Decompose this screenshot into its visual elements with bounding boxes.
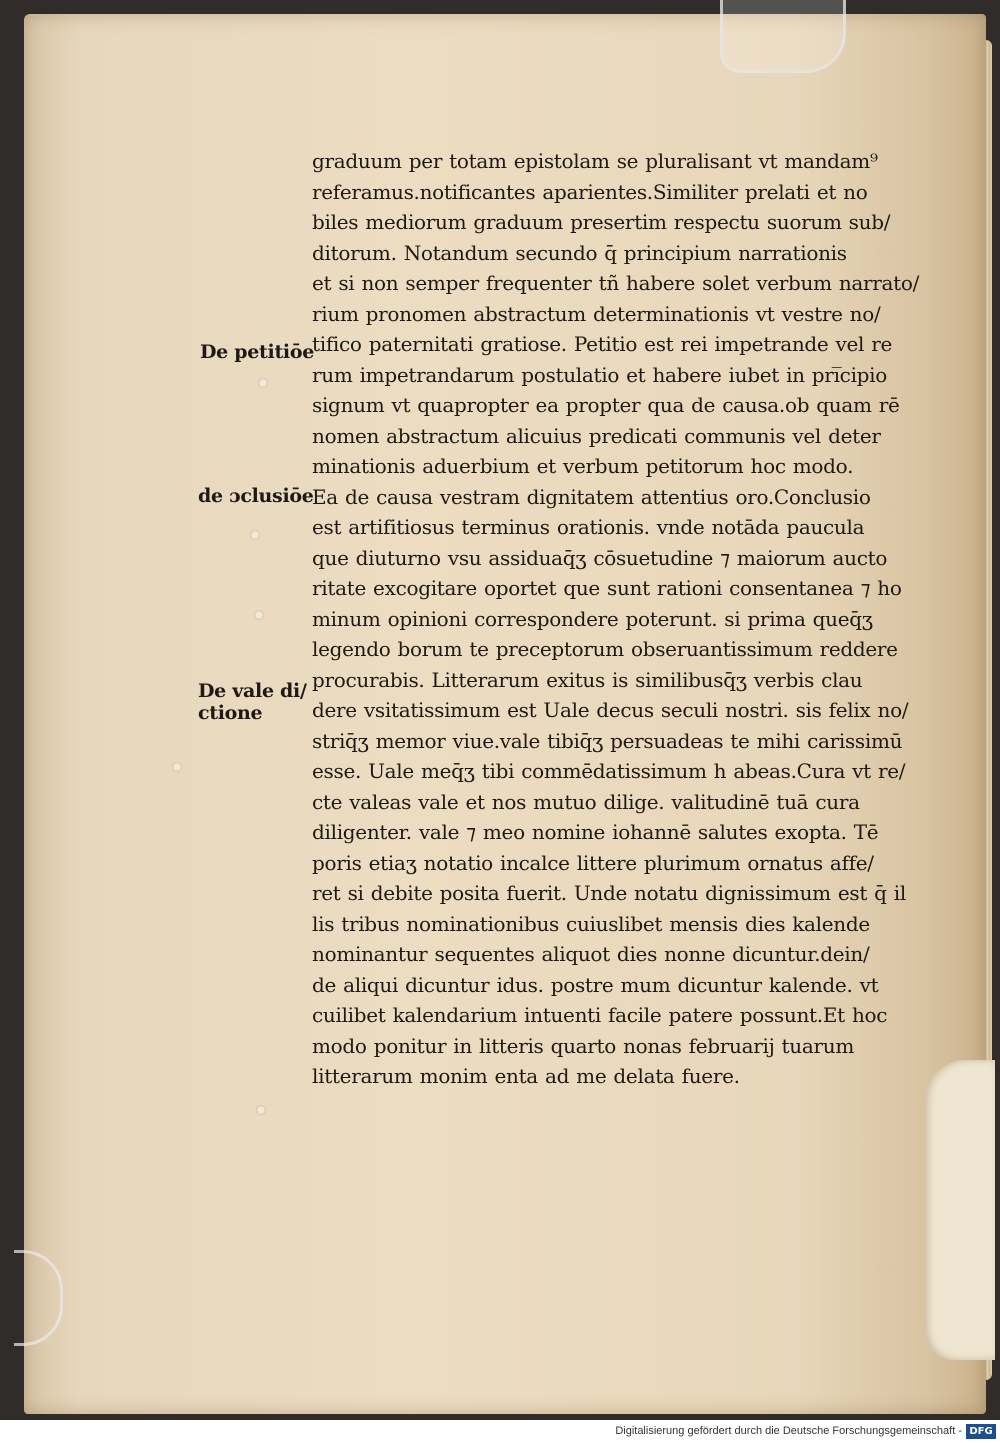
text-line: procurabis. Litterarum exitus is similibusq̄ʒ verbis clau xyxy=(312,667,863,692)
text-line: de aliqui dicuntur idus. postre mum dicuntur kalende. vt xyxy=(312,972,879,997)
text-line: Ea de causa vestram dignitatem attentius oro.Conclusio xyxy=(312,484,871,509)
text-line: cuilibet kalendarium intuenti facile patere possunt.Et hoc xyxy=(312,1003,888,1027)
wormhole xyxy=(258,378,268,388)
text-line: esse. Uale meq̄ʒ tibi commēdatissimum h abeas.Cura vt re/ xyxy=(312,759,906,783)
wormhole xyxy=(250,530,260,540)
digitization-credit: Digitalisierung gefördert durch die Deutsche Forschungsgemeinschaft - xyxy=(615,1425,962,1437)
text-line: ret si debite posita fuerit. Unde notatu dignissimum est q̄ il xyxy=(312,881,906,905)
text-line: diligenter. vale ⁊ meo nomine iohannē salutes exopta. Tē xyxy=(312,820,879,844)
text-line: signum vt quapropter ea propter qua de causa.ob quam rē xyxy=(312,393,900,417)
margin-note-conclusione: de ɔclusiōe xyxy=(198,485,314,507)
text-line: et si non semper frequenter tñ habere solet verbum narrato/ xyxy=(312,271,920,295)
wormhole xyxy=(254,610,264,620)
text-line: minum opinioni correspondere poterunt. si prima queq̄ʒ xyxy=(312,606,873,631)
text-line: tifico paternitati gratiose. Petitio est rei impetrande vel re xyxy=(312,332,892,356)
text-line: est artifitiosus terminus orationis. vnde notāda paucula xyxy=(312,515,865,539)
text-line: minationis aduerbium et verbum petitorum hoc modo. xyxy=(312,454,854,478)
text-line: cte valeas vale et nos mutuo dilige. valitudinē tuā cura xyxy=(312,789,860,814)
text-line: modo ponitur in litteris quarto nonas februarij tuarum xyxy=(312,1033,855,1058)
footer-bar xyxy=(0,1422,1000,1443)
text-line: litterarum monim enta ad me delata fuere. xyxy=(312,1064,740,1088)
text-line: referamus.notificantes aparientes.Similiter prelati et no xyxy=(312,179,868,204)
wormhole xyxy=(256,1105,266,1115)
page-edge-damage xyxy=(925,1060,995,1360)
main-text-block xyxy=(312,146,920,1092)
holding-clip-top xyxy=(720,0,846,73)
dfg-logo: DFG xyxy=(966,1424,996,1439)
text-line: rium pronomen abstractum determinationis vt vestre no/ xyxy=(312,301,881,326)
text-line: ditorum. Notandum secundo q̄ principium narrationis xyxy=(312,240,847,265)
text-line: nomen abstractum alicuius predicati communis vel deter xyxy=(312,423,881,448)
text-line: rum impetrandarum postulatio et habere iubet in pri̅cipio xyxy=(312,362,888,387)
text-line: biles mediorum graduum presertim respectu suorum sub/ xyxy=(312,210,891,234)
text-line: dere vsitatissimum est Uale decus seculi nostri. sis felix no/ xyxy=(312,698,909,722)
text-line: striq̄ʒ memor viue.vale tibiq̄ʒ persuadeas te mihi carissimū xyxy=(312,728,903,753)
margin-note-valedictione: De vale di/ ctione xyxy=(198,680,307,724)
text-line: legendo borum te preceptorum obseruantissimum reddere xyxy=(312,637,898,661)
text-line: que diuturno vsu assiduaq̄ʒ cōsuetudine ⁊ maiorum aucto xyxy=(312,545,888,570)
wormhole xyxy=(172,762,182,772)
text-line: graduum per totam epistolam se pluralisant vt mandam⁹ xyxy=(312,149,878,173)
text-line: lis tribus nominationibus cuiuslibet mensis dies kalende xyxy=(312,911,870,936)
margin-note-petitione: De petitiōe xyxy=(200,341,315,363)
text-line: poris etiaʒ notatio incalce littere plurimum ornatus affe/ xyxy=(312,850,874,875)
text-line: nominantur sequentes aliquot dies nonne dicuntur.dein/ xyxy=(312,942,870,966)
text-line: ritate excogitare oportet que sunt rationi consentanea ⁊ ho xyxy=(312,576,902,600)
